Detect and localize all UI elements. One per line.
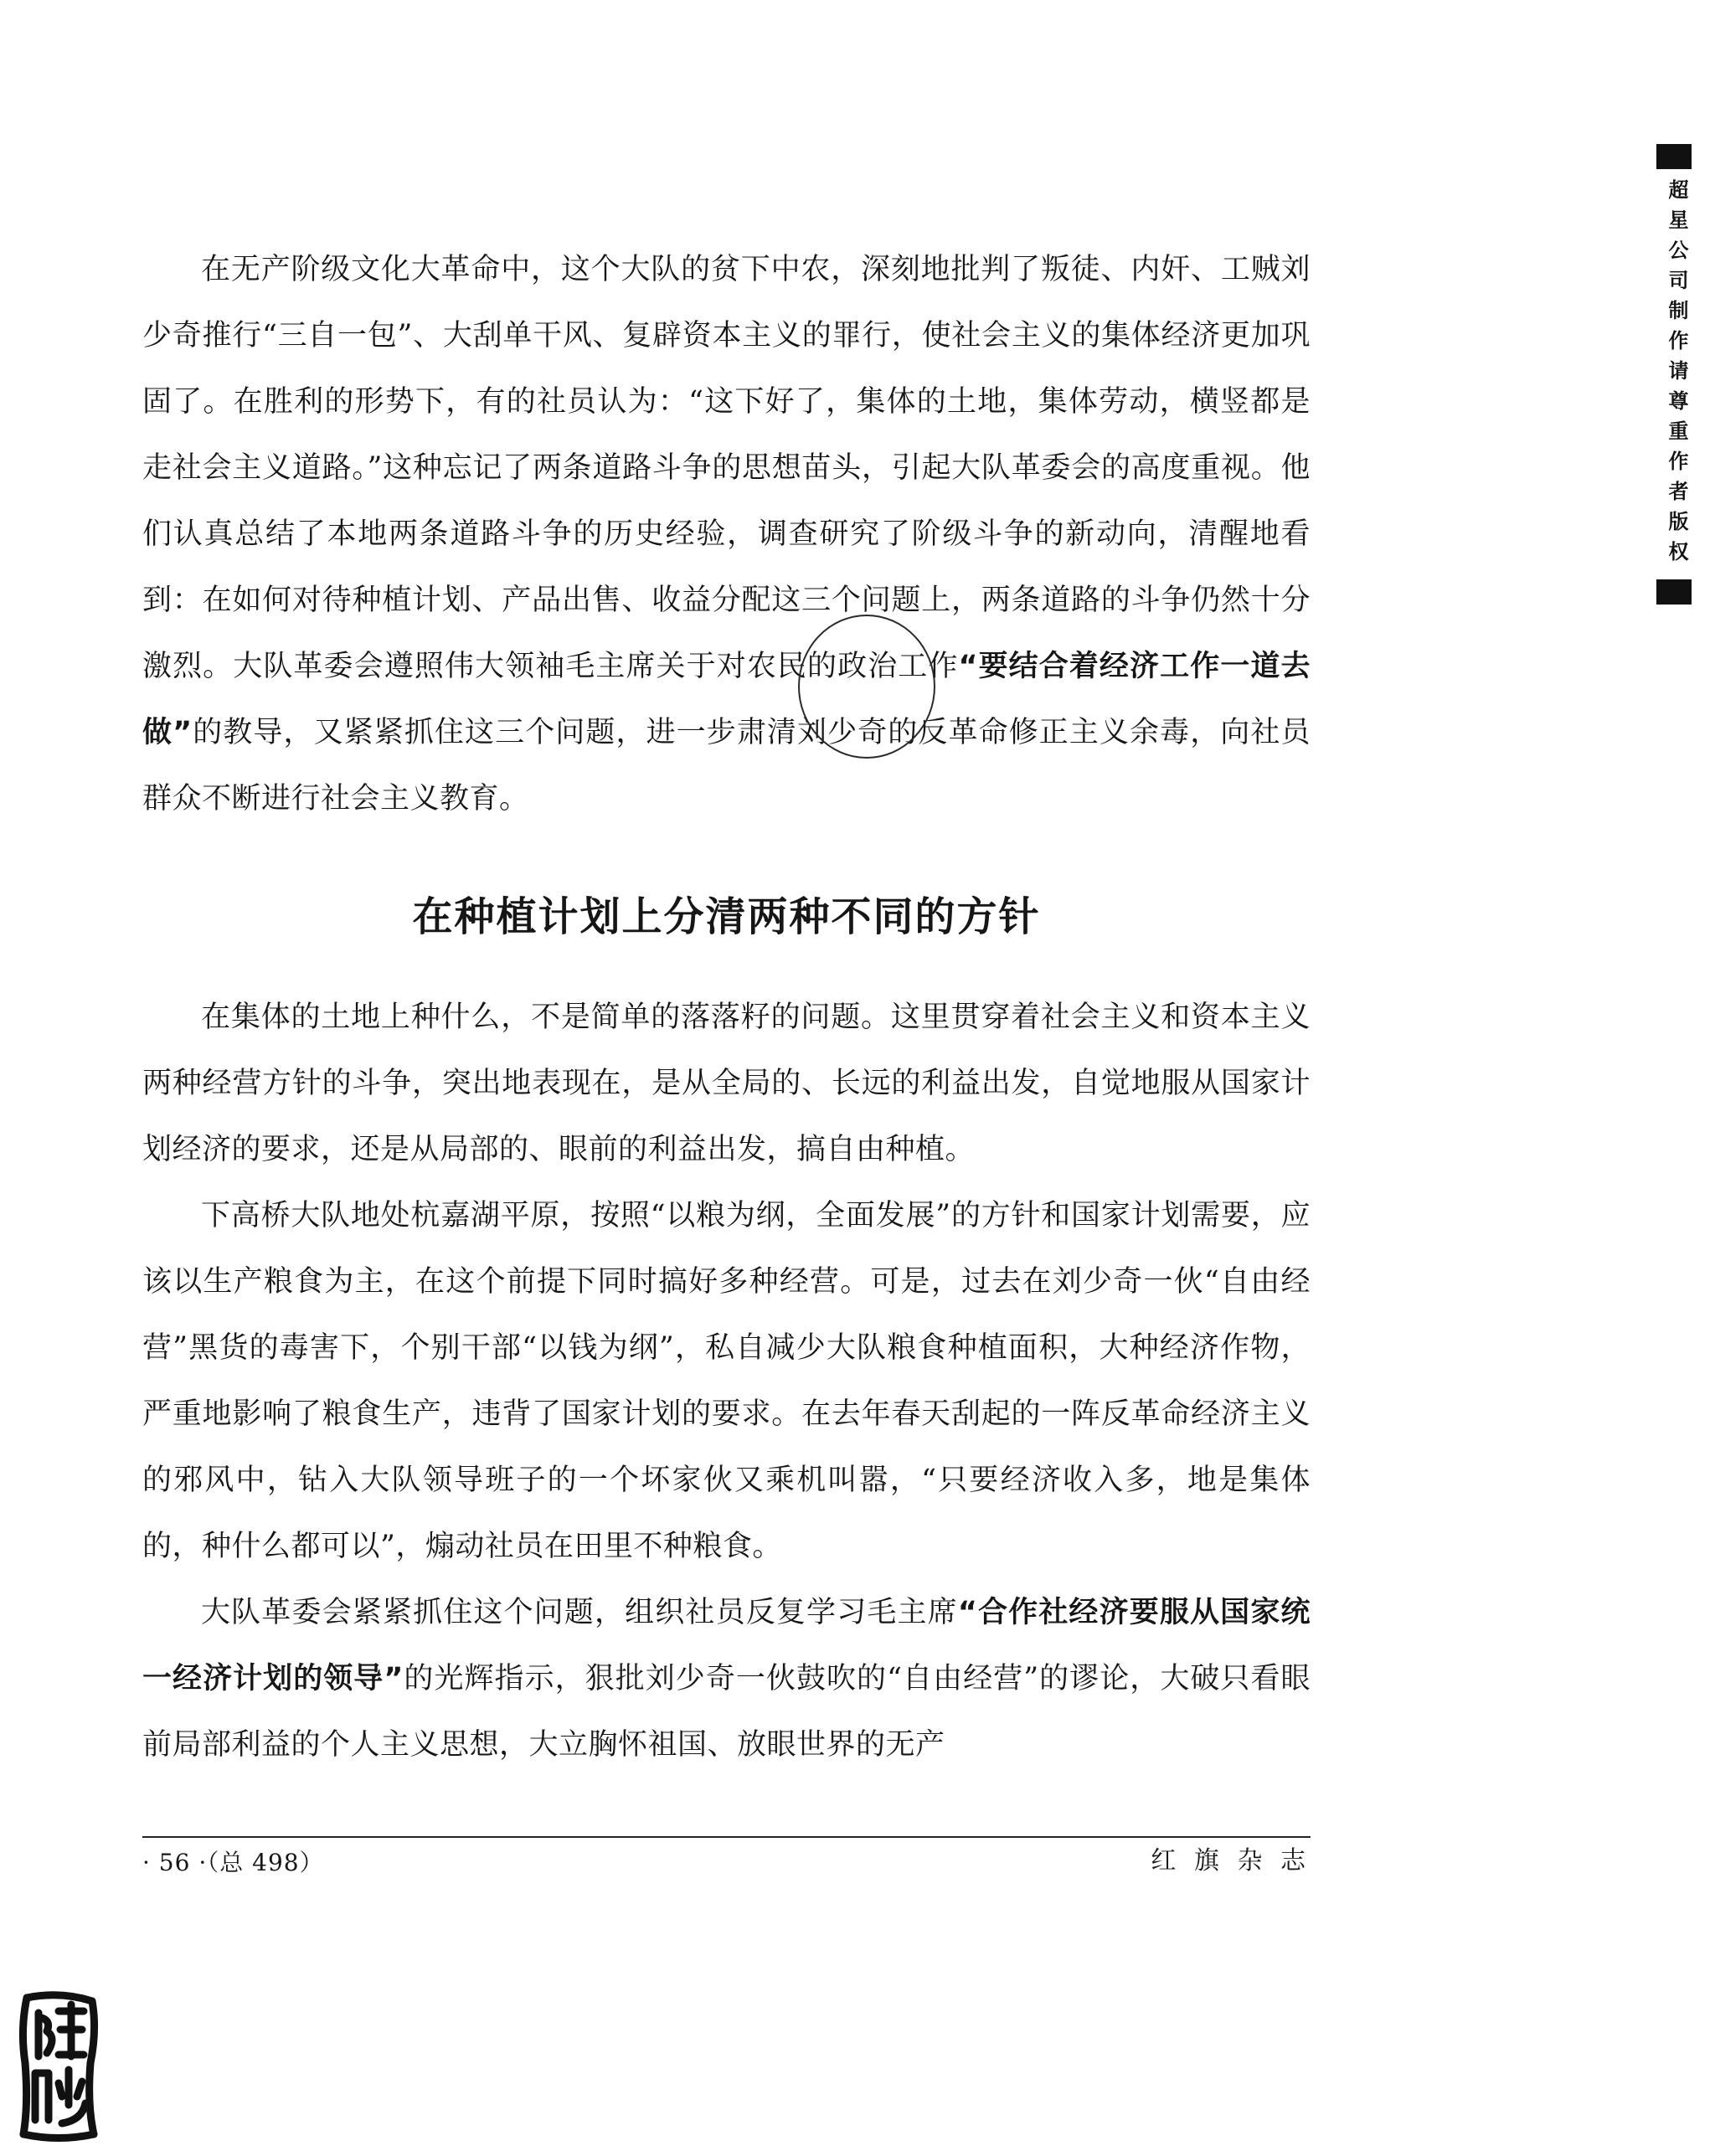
body-text-top [142, 237, 1311, 832]
text-run: 的教导，又紧紧抓住这三个问题，进一步肃清刘少奇的反革命修正主义余毒，向社员群众不断进行社会主义教育。 [142, 716, 1311, 816]
paragraphs_section-paragraph [142, 1183, 1311, 1580]
section-heading: 在种植计划上分清两种不同的方针 [412, 893, 1041, 940]
quotation-bold: “合作社经济要服从国家统一经济计划的领导” [142, 1596, 1311, 1695]
text-run: 在集体的土地上种什么，不是简单的落落籽的问题。这里贯穿着社会主义和资本主义两种经营方针的斗争，突出地表现在，是从全局的、长远的利益出发，自觉地服从国家计划经济的要求，还是从局部的、眼前的利益出发，搞自由种植。 [142, 1001, 1311, 1166]
text-run: 大队革委会紧紧抓住这个问题，组织社员反复学习毛主席 [201, 1596, 958, 1629]
paragraphs_section-paragraph [142, 1580, 1311, 1778]
copyright-stamp-text: 超星公司制作请尊重作者版权 [1665, 179, 1688, 571]
stamp-bar-bottom [1656, 579, 1692, 605]
text-run: 在无产阶级文化大革命中，这个大队的贫下中农，深刻地批判了叛徒、内奸、工贼刘少奇推行“三自一包”、大刮单干风、复辟资本主义的罪行，使社会主义的集体经济更加巩固了。在胜利的形势下，有的社员认为：“这下好了，集体的土地，集体劳动，横竖都是走社会主义道路。”这种忘记了两条道路斗争的思想苗头，引起大队革委会的高度重视。他们认真总结了本地两条道路斗争的历史经验，调查研究了阶级斗争的新动向，清醒地看到：在如何对待种植计划、产品出售、收益分配这三个问题上，两条道路的斗争仍然十分激烈。大队革委会遵照伟大领袖毛主席关于对农民的政治工作 [142, 253, 1311, 683]
text-run: 的光辉指示，狠批刘少奇一伙鼓吹的“自由经营”的谬论，大破只看眼前局部利益的个人主义思想，大立胸怀祖国、放眼世界的无产 [142, 1662, 1311, 1762]
quotation-bold: “要结合着经济工作一道去做” [142, 650, 1311, 749]
text-run: 下高桥大队地处杭嘉湖平原，按照“以粮为纲，全面发展”的方针和国家计划需要，应该以生产粮食为主，在这个前提下同时搞好多种经营。可是，过去在刘少奇一伙“自由经营”黑货的毒害下，个别干部“以钱为纲”，私自减少大队粮食种植面积，大种经济作物，严重地影响了粮食生产，违背了国家计划的要求。在去年春天刮起的一阵反革命经济主义的邪风中，钻入大队领导班子的一个坏家伙又乘机叫嚣，“只要经济收入多，地是集体的，种什么都可以”，煽动社员在田里不种粮食。 [142, 1199, 1311, 1563]
pen-circle-mark [798, 615, 935, 759]
footer-rule [142, 1836, 1311, 1838]
paragraphs_top-paragraph [142, 237, 1311, 832]
stamp-bar-top [1656, 144, 1692, 169]
copyright-side-stamp [1656, 144, 1692, 605]
page-folio: · 56 ·（总 498） [142, 1849, 324, 1876]
seal-stamp-icon [10, 1979, 106, 2147]
body-text-section [142, 985, 1311, 1778]
paragraphs_section-paragraph [142, 985, 1311, 1183]
journal-title: 红 旗 杂 志 [1151, 1846, 1311, 1876]
